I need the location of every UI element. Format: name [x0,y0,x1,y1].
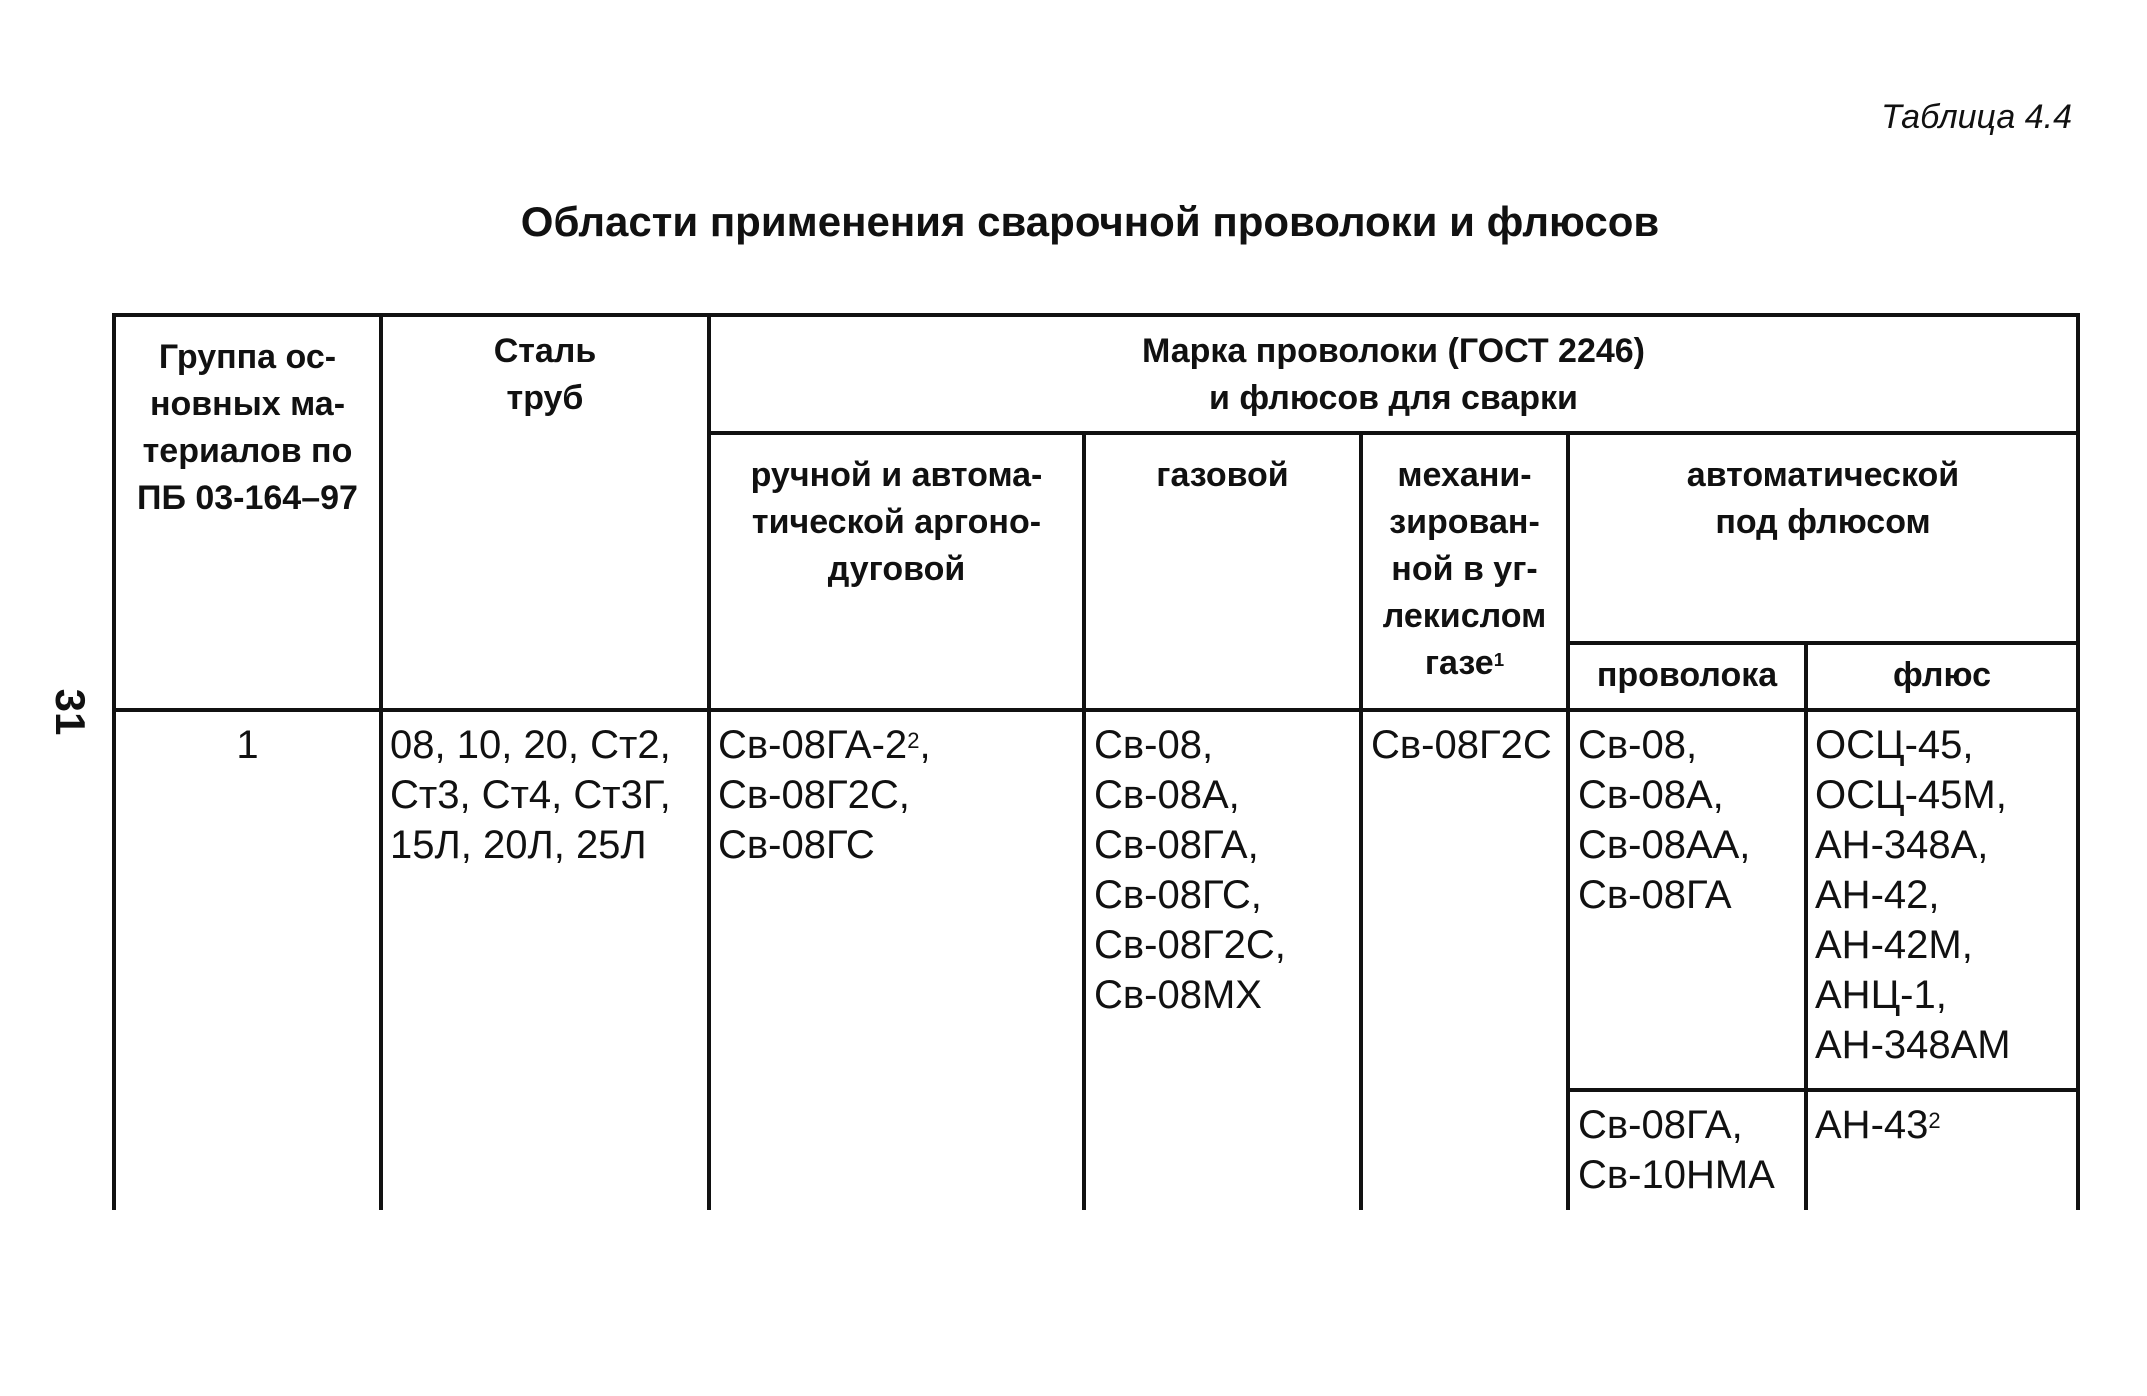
footnote-2: 2 [907,728,920,753]
cell-group: 1 [236,723,259,767]
cell-auto-flux-1: ОСЦ-45, ОСЦ-45М, АН-348А, АН-42, АН-42М, АНЦ-1, АН-348АМ [1815,723,2011,1067]
cell-steel: 08, 10, 20, Ст2, Ст3, Ст4, Ст3Г, 15Л, 20Л, 25Л [390,723,671,867]
header-auto-wire: проволока [1596,656,1778,694]
auto-row-divider [1566,1088,2080,1092]
header-wire-grade: Марка проволоки (ГОСТ 2246) и флюсов для сварки [1142,332,1645,417]
header-co2-mechanized [1363,452,1566,687]
cell-argon-rest: Св-08Г2С, Св-08ГС [718,773,910,867]
col-line-argon [707,313,711,1210]
col-line-steel [379,313,383,1210]
cell-argon-first: Св-08ГА-2 [718,723,908,767]
page-title: Области применения сварочной проволоки и флюсов [520,198,1660,245]
col-line-auto [1566,431,1570,1210]
footnote-1: 1 [1493,649,1505,670]
header-co2-text: механи- зирован- ной в уг- лекислом газе [1382,456,1547,682]
cell-auto-flux-2 [1815,1100,1941,1150]
footnote-2b: 2 [1928,1108,1941,1133]
header-auto-flux: флюс [1893,656,1991,694]
col-line-gas [1082,431,1086,1210]
auto-subheader-divider [1566,641,2080,645]
cell-auto-flux-2-text: АН-43 [1815,1103,1929,1147]
page-number: 31 [47,688,94,736]
table-top-border [112,313,2080,317]
cell-co2: Св-08Г2С [1371,723,1552,767]
table-number: Таблица 4.4 [1881,98,2072,136]
header-bottom-border [112,708,2080,712]
cell-gas: Св-08, Св-08А, Св-08ГА, Св-08ГС, Св-08Г2С, Св-08МХ [1094,723,1286,1017]
cell-argon-first-suffix: , [919,723,931,767]
cell-auto-wire-1: Св-08, Св-08А, Св-08АА, Св-08ГА [1578,723,1751,917]
cell-argon-first-line [718,720,931,770]
header-argon-arc: ручной и автома- тической аргоно- дуговой [750,456,1043,588]
col-line-flux [1804,641,1808,1210]
header-group-divider [707,431,2080,435]
header-gas: газовой [1156,456,1289,494]
header-submerged-arc: автоматической под флюсом [1686,456,1960,541]
col-line-right [2076,313,2080,1210]
header-pipe-steel: Сталь труб [493,332,597,417]
header-material-group: Группа ос- новных ма- териалов по ПБ 03-164–97 [137,338,358,517]
cell-auto-wire-2: Св-08ГА, Св-10НМА [1578,1103,1775,1197]
cell-argon [718,720,931,870]
